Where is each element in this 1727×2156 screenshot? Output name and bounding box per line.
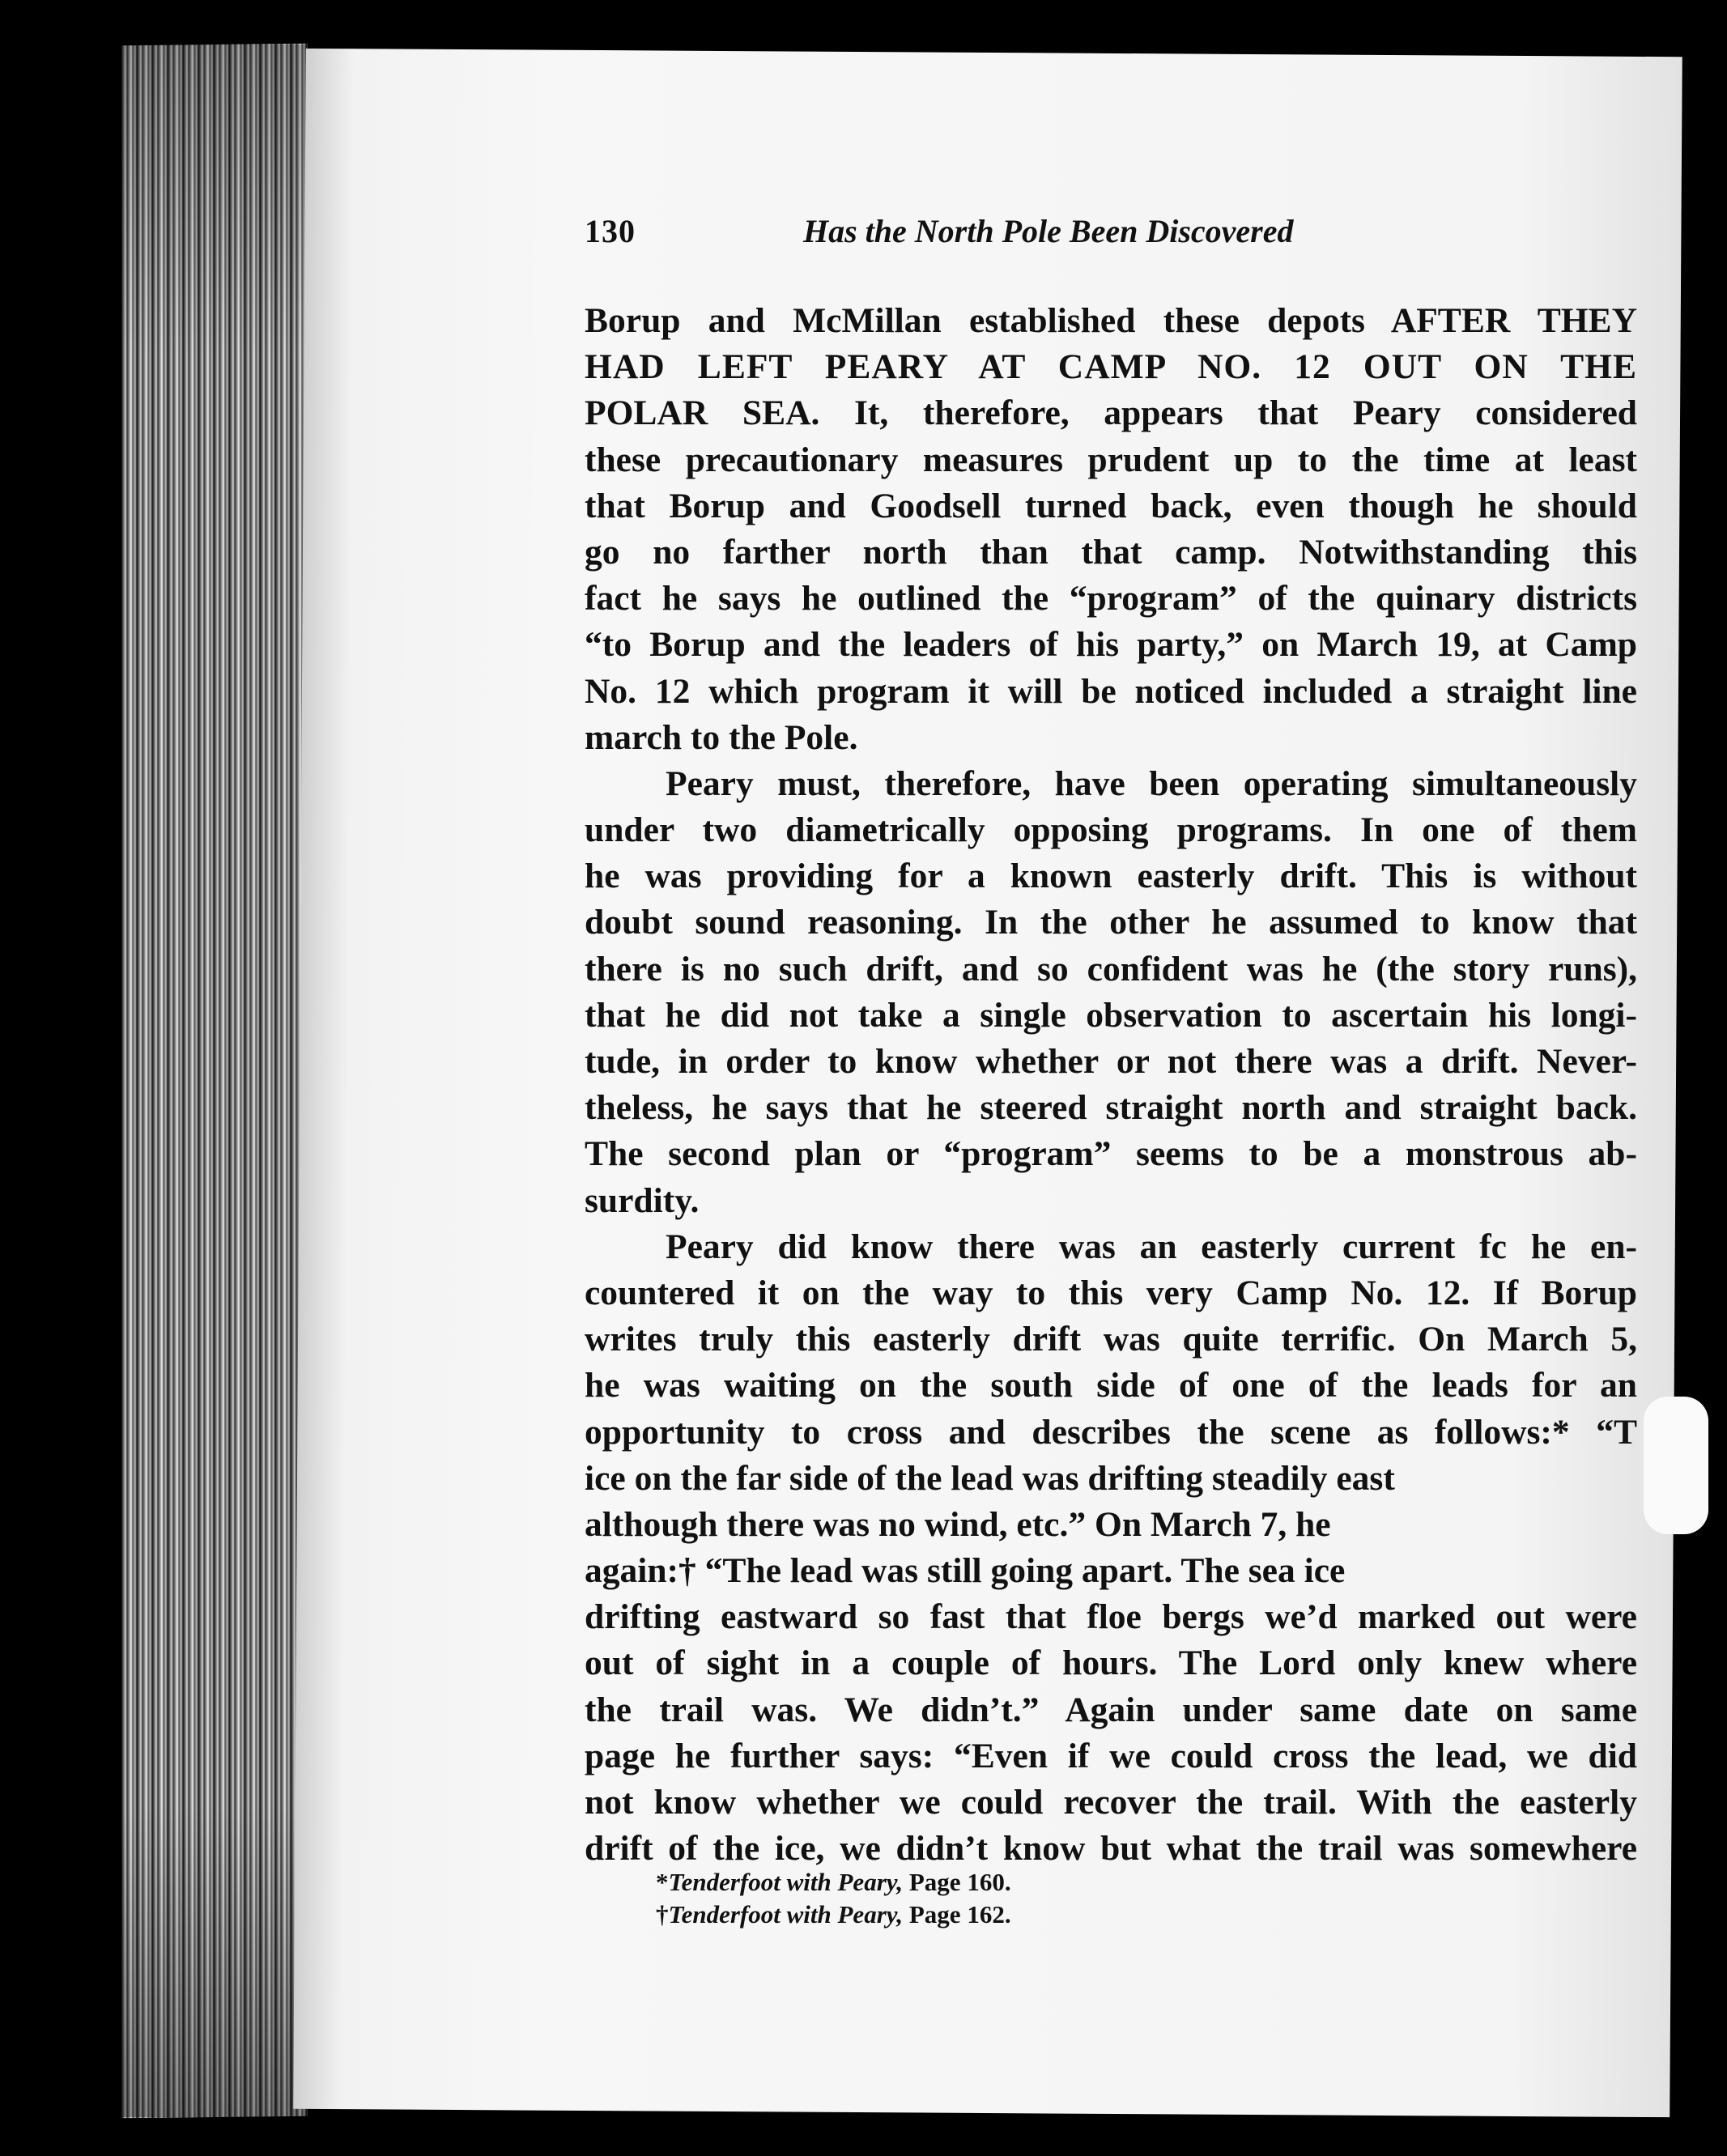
text-line: page he further says: “Even if we could cross the lead, we did xyxy=(585,1736,1637,1775)
text-line: theless, he says that he steered straight north and straight back. xyxy=(585,1088,1637,1128)
text-line: there is no such drift, and so confident was he (the story runs), xyxy=(585,949,1637,989)
text-line: HAD LEFT PEARY AT CAMP NO. 12 OUT ON THE xyxy=(585,347,1637,387)
text-line: he was waiting on the south side of one of the leads for an xyxy=(585,1366,1637,1405)
text-line: Peary did know there was an easterly current fc he en- xyxy=(666,1227,1637,1266)
text-line: tude, in order to know whether or not there was a drift. Never- xyxy=(585,1042,1637,1081)
footnote-source-title: Tenderfoot with Peary, xyxy=(668,1868,904,1896)
scan-blemish xyxy=(1644,1397,1708,1534)
footnote-page: Page 162. xyxy=(903,1900,1011,1928)
text-line: that he did not take a single observation to ascertain his longi- xyxy=(585,995,1637,1035)
text-line: writes truly this easterly drift was quite terrific. On March 5, xyxy=(585,1320,1637,1359)
footnote-page: Page 160. xyxy=(903,1868,1011,1896)
text-line: the trail was. We didn’t.” Again under same date on same xyxy=(585,1690,1637,1729)
text-line: these precautionary measures prudent up to the time at least xyxy=(585,440,1637,479)
text-line: “to Borup and the leaders of his party,” on March 19, at Camp xyxy=(585,625,1637,665)
footnote-marker: * xyxy=(656,1868,669,1896)
running-head xyxy=(585,212,1412,269)
text-line: Borup and McMillan established these depots AFTER THEY xyxy=(585,301,1637,340)
body-text xyxy=(585,298,1637,1872)
text-line: drift of the ice, we didn’t know but what the trail was somewhere xyxy=(585,1829,1637,1869)
footnotes xyxy=(656,1866,1011,1931)
text-line: The second plan or “program” seems to be a monstrous ab- xyxy=(585,1134,1637,1174)
text-line: POLAR SEA. It, therefore, appears that Peary considered xyxy=(585,393,1637,433)
text-line: ice on the far side of the lead was drifting steadily east xyxy=(585,1458,1395,1498)
text-line: surdity. xyxy=(585,1180,700,1220)
text-line: under two diametrically opposing programs. In one of them xyxy=(585,810,1637,850)
running-title: Has the North Pole Been Discovered xyxy=(803,213,1294,249)
text-line: No. 12 which program it will be noticed included a straight line xyxy=(585,671,1637,711)
text-line: not know whether we could recover the trail. With the easterly xyxy=(585,1783,1637,1822)
footnote xyxy=(656,1866,1011,1899)
text-line: although there was no wind, etc.” On March 7, he xyxy=(585,1504,1331,1544)
text-line: again:† “The lead was still going apart. The sea ice xyxy=(585,1551,1346,1591)
footnote xyxy=(656,1899,1011,1931)
book-edge-shadow xyxy=(121,45,308,2117)
text-line: that Borup and Goodsell turned back, even though he should xyxy=(585,486,1637,525)
footnote-marker: † xyxy=(656,1900,669,1928)
text-line: opportunity to cross and describes the scene as follows:* “T xyxy=(585,1412,1637,1452)
text-line: Peary must, therefore, have been operating simultaneously xyxy=(666,763,1637,803)
text-line: go no farther north than that camp. Notwithstanding this xyxy=(585,532,1637,572)
text-line: drifting eastward so fast that floe bergs we’d marked out were xyxy=(585,1597,1637,1637)
text-line: he was providing for a known easterly drift. This is without xyxy=(585,857,1637,896)
text-line: countered it on the way to this very Camp No. 12. If Borup xyxy=(585,1273,1637,1312)
footnote-source-title: Tenderfoot with Peary, xyxy=(668,1900,904,1928)
text-line: out of sight in a couple of hours. The Lord only knew where xyxy=(585,1644,1637,1683)
text-line: doubt sound reasoning. In the other he assumed to know that xyxy=(585,903,1637,942)
page-number: 130 xyxy=(585,213,636,249)
text-line: march to the Pole. xyxy=(585,717,858,757)
text-line: fact he says he outlined the “program” of the quinary districts xyxy=(585,579,1637,619)
